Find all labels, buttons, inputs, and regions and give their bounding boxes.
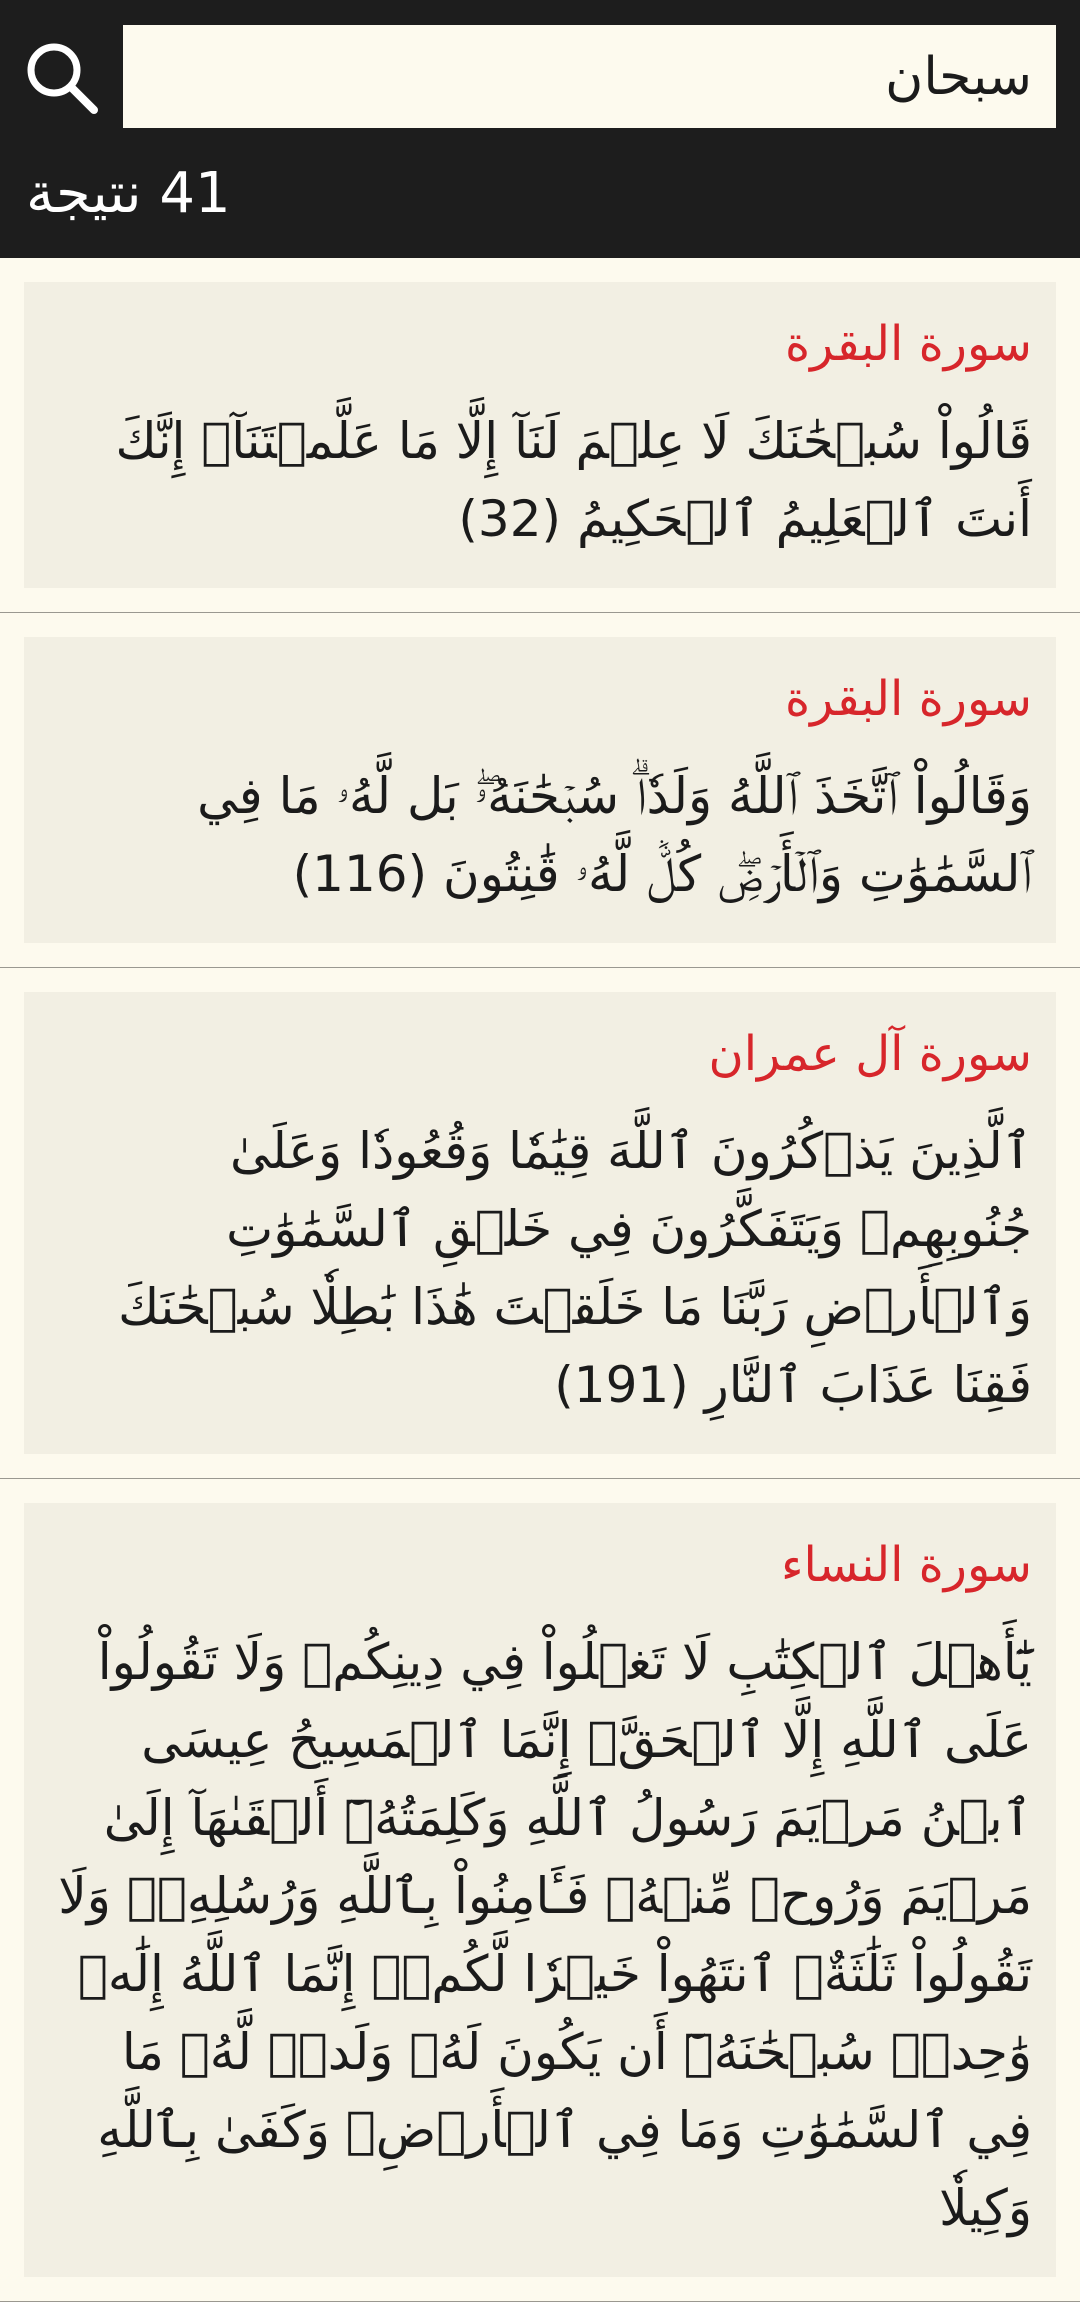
surah-title: سورة آل عمران (708, 1026, 1032, 1082)
ayah-text (48, 1623, 1032, 2247)
ayah-text (48, 402, 1032, 558)
ayah-body: ٱلَّذِينَ يَذۡكُرُونَ ٱللَّهَ قِيَٰمٗا وَقُعُودٗا وَعَلَىٰ جُنُوبِهِمۡ وَيَتَفَكَّرُونَ فِي خَلۡقِ ٱلسَّمَٰوَٰتِ وَٱلۡأَرۡضِ رَبَّنَا مَا خَلَقۡتَ هَٰذَا بَٰطِلٗا سُبۡحَٰنَكَ فَقِنَا عَذَابَ ٱلنَّارِ (118, 1122, 1032, 1414)
search-button[interactable] (14, 30, 109, 125)
ayah-text (48, 1112, 1032, 1424)
result-card[interactable] (24, 1503, 1056, 2277)
result-count: 41 نتيجة (26, 161, 231, 226)
surah-title: سورة النساء (780, 1537, 1032, 1593)
list-item[interactable] (0, 613, 1080, 968)
ayah-number: (116) (292, 845, 428, 903)
ayah-number: (191) (554, 1356, 689, 1414)
search-icon (22, 38, 102, 118)
list-item[interactable] (0, 968, 1080, 1479)
search-input[interactable] (123, 25, 1056, 128)
ayah-body: قَالُواْ سُبۡحَٰنَكَ لَا عِلۡمَ لَنَآ إِلَّا مَا عَلَّمۡتَنَآۖ إِنَّكَ أَنتَ ٱلۡعَلِيمُ ٱلۡحَكِيمُ (115, 412, 1032, 548)
list-item[interactable] (0, 1479, 1080, 2302)
ayah-body: وَقَالُواْ ٱتَّخَذَ ٱللَّهُ وَلَدٗاۗ سُبۡحَٰنَهُۥۖ بَل لَّهُۥ مَا فِي ٱلسَّمَٰوَٰتِ وَٱلۡأَرۡضِۖ كُلّٞ لَّهُۥ قَٰنِتُونَ (197, 767, 1032, 903)
ayah-number: (32) (458, 490, 562, 548)
ayah-body: يَٰٓأَهۡلَ ٱلۡكِتَٰبِ لَا تَغۡلُواْ فِي دِينِكُمۡ وَلَا تَقُولُواْ عَلَى ٱللَّهِ إِلَّا ٱلۡحَقَّۚ إِنَّمَا ٱلۡمَسِيحُ عِيسَى ٱبۡنُ مَرۡيَمَ رَسُولُ ٱللَّهِ وَكَلِمَتُهُۥٓ أَلۡقَىٰهَآ إِلَىٰ مَرۡيَمَ وَرُوحٞ مِّنۡهُۖ فَـَٔامِنُواْ بِٱللَّهِ وَرُسُلِهِۦۖ وَلَا تَقُولُواْ ثَلَٰثَةٌۚ ٱنتَهُواْ خَيۡرٗا لَّكُمۡۚ إِنَّمَا ٱللَّهُ إِلَٰهٞ وَٰحِدٞۖ سُبۡحَٰنَهُۥٓ أَن يَكُونَ لَهُۥ وَلَدٞۘ لَّهُۥ مَا فِي ٱلسَّمَٰوَٰتِ وَمَا فِي ٱلۡأَرۡضِۗ وَكَفَىٰ بِٱللَّهِ وَكِيلٗا (58, 1633, 1032, 2237)
surah-title: سورة البقرة (785, 671, 1032, 727)
results-list[interactable] (0, 258, 1080, 2302)
app-header (0, 0, 1080, 258)
surah-title: سورة البقرة (785, 316, 1032, 372)
result-card[interactable] (24, 992, 1056, 1454)
ayah-text (48, 757, 1032, 913)
result-card[interactable] (24, 282, 1056, 588)
result-card[interactable] (24, 637, 1056, 943)
list-item[interactable] (0, 258, 1080, 613)
